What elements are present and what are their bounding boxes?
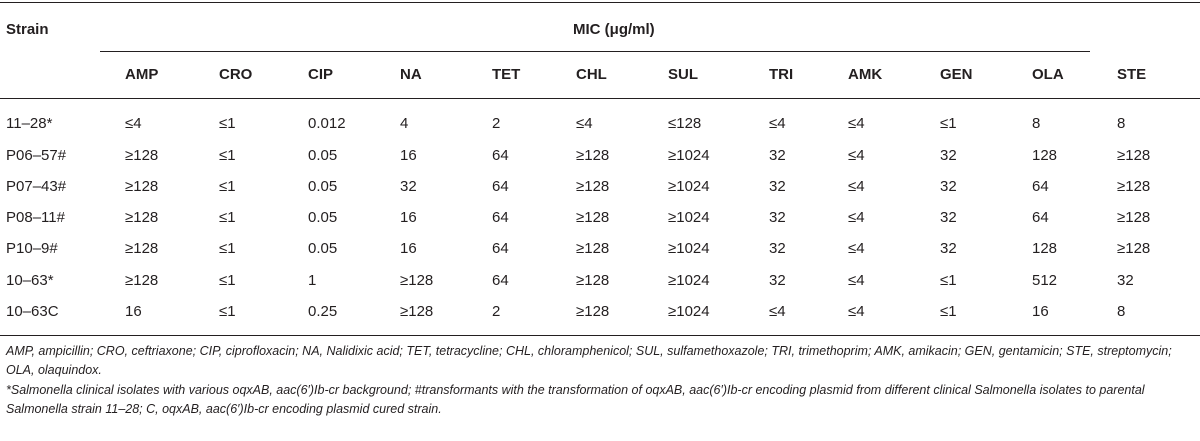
strain-cell: 11–28* — [6, 115, 53, 132]
column-header-tet: TET — [492, 66, 521, 83]
strain-footnote: *Salmonella clinical isolates with various oqxAB, aac(6′)Ib-cr background; #transformants with the transformation of oqxAB, aac(6′)Ib-cr encoding plasmid from different clinical Salmonella isolates to parental Salmonella strain 11–28; C, oqxAB, aac(6′)Ib-cr encoding plasmid cured strain. — [6, 383, 1145, 416]
mic-cell: 32 — [769, 147, 786, 164]
mic-cell: ≤4 — [848, 178, 865, 195]
mic-cell: 64 — [492, 178, 509, 195]
mic-cell: 0.25 — [308, 303, 338, 320]
column-header-sul: SUL — [668, 66, 698, 83]
column-header-tri: TRI — [769, 66, 794, 83]
mic-cell: 2 — [492, 115, 501, 132]
mic-cell: 16 — [125, 303, 142, 320]
strain-cell: P07–43# — [6, 178, 67, 195]
mic-cell: ≥128 — [125, 147, 159, 164]
mic-cell: ≥128 — [125, 272, 159, 289]
mic-cell: 0.05 — [308, 209, 338, 226]
strain-cell: P06–57# — [6, 147, 67, 164]
mic-cell: ≤4 — [576, 115, 593, 132]
mic-cell: ≥1024 — [668, 272, 710, 289]
strain-cell: 10–63* — [6, 272, 54, 289]
column-header-ste: STE — [1117, 66, 1147, 83]
mic-header: MIC (μg/ml) — [573, 21, 655, 38]
mic-cell: 16 — [400, 147, 417, 164]
abbreviation-footnote: AMP, ampicillin; CRO, ceftriaxone; CIP, ciprofloxacin; NA, Nalidixic acid; TET, tetracycline; CHL, chloramphenicol; SUL, sulfamethoxazole; TRI, trimethoprim; AMK, amikacin; GEN, gentamicin; STE, streptomycin; OLA, olaquindox. — [6, 344, 1172, 377]
top-rule — [0, 2, 1200, 3]
column-header-cro: CRO — [219, 66, 253, 83]
column-header-amk: AMK — [848, 66, 883, 83]
mic-cell: 0.05 — [308, 240, 338, 257]
mic-cell: 16 — [400, 209, 417, 226]
mic-cell: ≤1 — [219, 147, 236, 164]
column-header-ola: OLA — [1032, 66, 1064, 83]
strain-header: Strain — [6, 21, 49, 38]
strain-cell: P08–11# — [6, 209, 65, 226]
mic-cell: 32 — [940, 240, 957, 257]
mic-cell: ≤4 — [848, 240, 865, 257]
mic-cell: ≤4 — [769, 115, 786, 132]
mic-cell: ≥1024 — [668, 240, 710, 257]
mic-cell: 64 — [1032, 178, 1049, 195]
mic-cell: 64 — [492, 240, 509, 257]
mic-cell: ≤4 — [848, 303, 865, 320]
mic-cell: 0.05 — [308, 147, 338, 164]
mic-cell: 32 — [940, 147, 957, 164]
mic-cell: 64 — [492, 147, 509, 164]
mic-cell: ≥1024 — [668, 147, 710, 164]
mic-cell: 32 — [769, 178, 786, 195]
mic-cell: ≥128 — [576, 303, 610, 320]
mic-cell: ≤1 — [940, 272, 957, 289]
mic-cell: 32 — [769, 209, 786, 226]
mic-cell: ≤4 — [848, 115, 865, 132]
mic-cell: 0.05 — [308, 178, 338, 195]
mic-cell: ≥128 — [1117, 147, 1151, 164]
mic-cell: ≥128 — [576, 147, 610, 164]
mic-cell: 32 — [769, 240, 786, 257]
mic-cell: ≥128 — [576, 272, 610, 289]
mic-cell: ≤1 — [219, 178, 236, 195]
mic-cell: 128 — [1032, 147, 1058, 164]
mic-cell: ≤1 — [219, 209, 236, 226]
mic-cell: 32 — [940, 209, 957, 226]
mic-cell: 512 — [1032, 272, 1058, 289]
mic-cell: 8 — [1117, 115, 1126, 132]
mic-cell: ≤4 — [848, 272, 865, 289]
mic-cell: 2 — [492, 303, 501, 320]
mic-cell: 1 — [308, 272, 317, 289]
mic-cell: ≤4 — [848, 147, 865, 164]
mic-cell: 8 — [1117, 303, 1126, 320]
mic-cell: ≤1 — [219, 303, 236, 320]
mic-cell: ≥1024 — [668, 209, 710, 226]
mic-cell: 32 — [940, 178, 957, 195]
mic-cell: 64 — [1032, 209, 1049, 226]
mic-cell: 128 — [1032, 240, 1058, 257]
mic-cell: ≥128 — [576, 240, 610, 257]
mic-cell: ≥1024 — [668, 178, 710, 195]
mic-cell: ≤1 — [940, 115, 957, 132]
column-header-gen: GEN — [940, 66, 973, 83]
mic-cell: ≤4 — [125, 115, 142, 132]
mic-cell: 32 — [400, 178, 417, 195]
mic-cell: ≤4 — [769, 303, 786, 320]
mic-cell: ≥128 — [1117, 209, 1151, 226]
mic-cell: ≥128 — [400, 272, 434, 289]
mic-cell: 16 — [1032, 303, 1049, 320]
strain-cell: P10–9# — [6, 240, 58, 257]
mic-cell: ≥128 — [576, 209, 610, 226]
mic-cell: ≥128 — [400, 303, 434, 320]
mic-cell: ≤1 — [940, 303, 957, 320]
mic-cell: 8 — [1032, 115, 1041, 132]
mic-cell: ≤1 — [219, 272, 236, 289]
mic-header-rule — [100, 51, 1090, 52]
mic-cell: ≤1 — [219, 240, 236, 257]
strain-cell: 10–63C — [6, 303, 59, 320]
mic-cell: ≤128 — [668, 115, 702, 132]
mic-cell: ≥128 — [1117, 178, 1151, 195]
mic-cell: 64 — [492, 209, 509, 226]
bottom-rule — [0, 335, 1200, 336]
mic-cell: 64 — [492, 272, 509, 289]
mic-cell: ≥128 — [576, 178, 610, 195]
column-header-cip: CIP — [308, 66, 334, 83]
mic-cell: 32 — [769, 272, 786, 289]
mic-cell: 16 — [400, 240, 417, 257]
mic-cell: 0.012 — [308, 115, 346, 132]
column-header-amp: AMP — [125, 66, 159, 83]
mic-cell: ≥1024 — [668, 303, 710, 320]
header-bottom-rule — [0, 98, 1200, 99]
mic-cell: ≥128 — [125, 209, 159, 226]
mic-cell: ≤1 — [219, 115, 236, 132]
column-header-na: NA — [400, 66, 422, 83]
mic-cell: ≥128 — [125, 240, 159, 257]
mic-cell: 4 — [400, 115, 409, 132]
mic-cell: ≥128 — [125, 178, 159, 195]
column-header-chl: CHL — [576, 66, 607, 83]
mic-cell: 32 — [1117, 272, 1134, 289]
mic-cell: ≥128 — [1117, 240, 1151, 257]
mic-cell: ≤4 — [848, 209, 865, 226]
